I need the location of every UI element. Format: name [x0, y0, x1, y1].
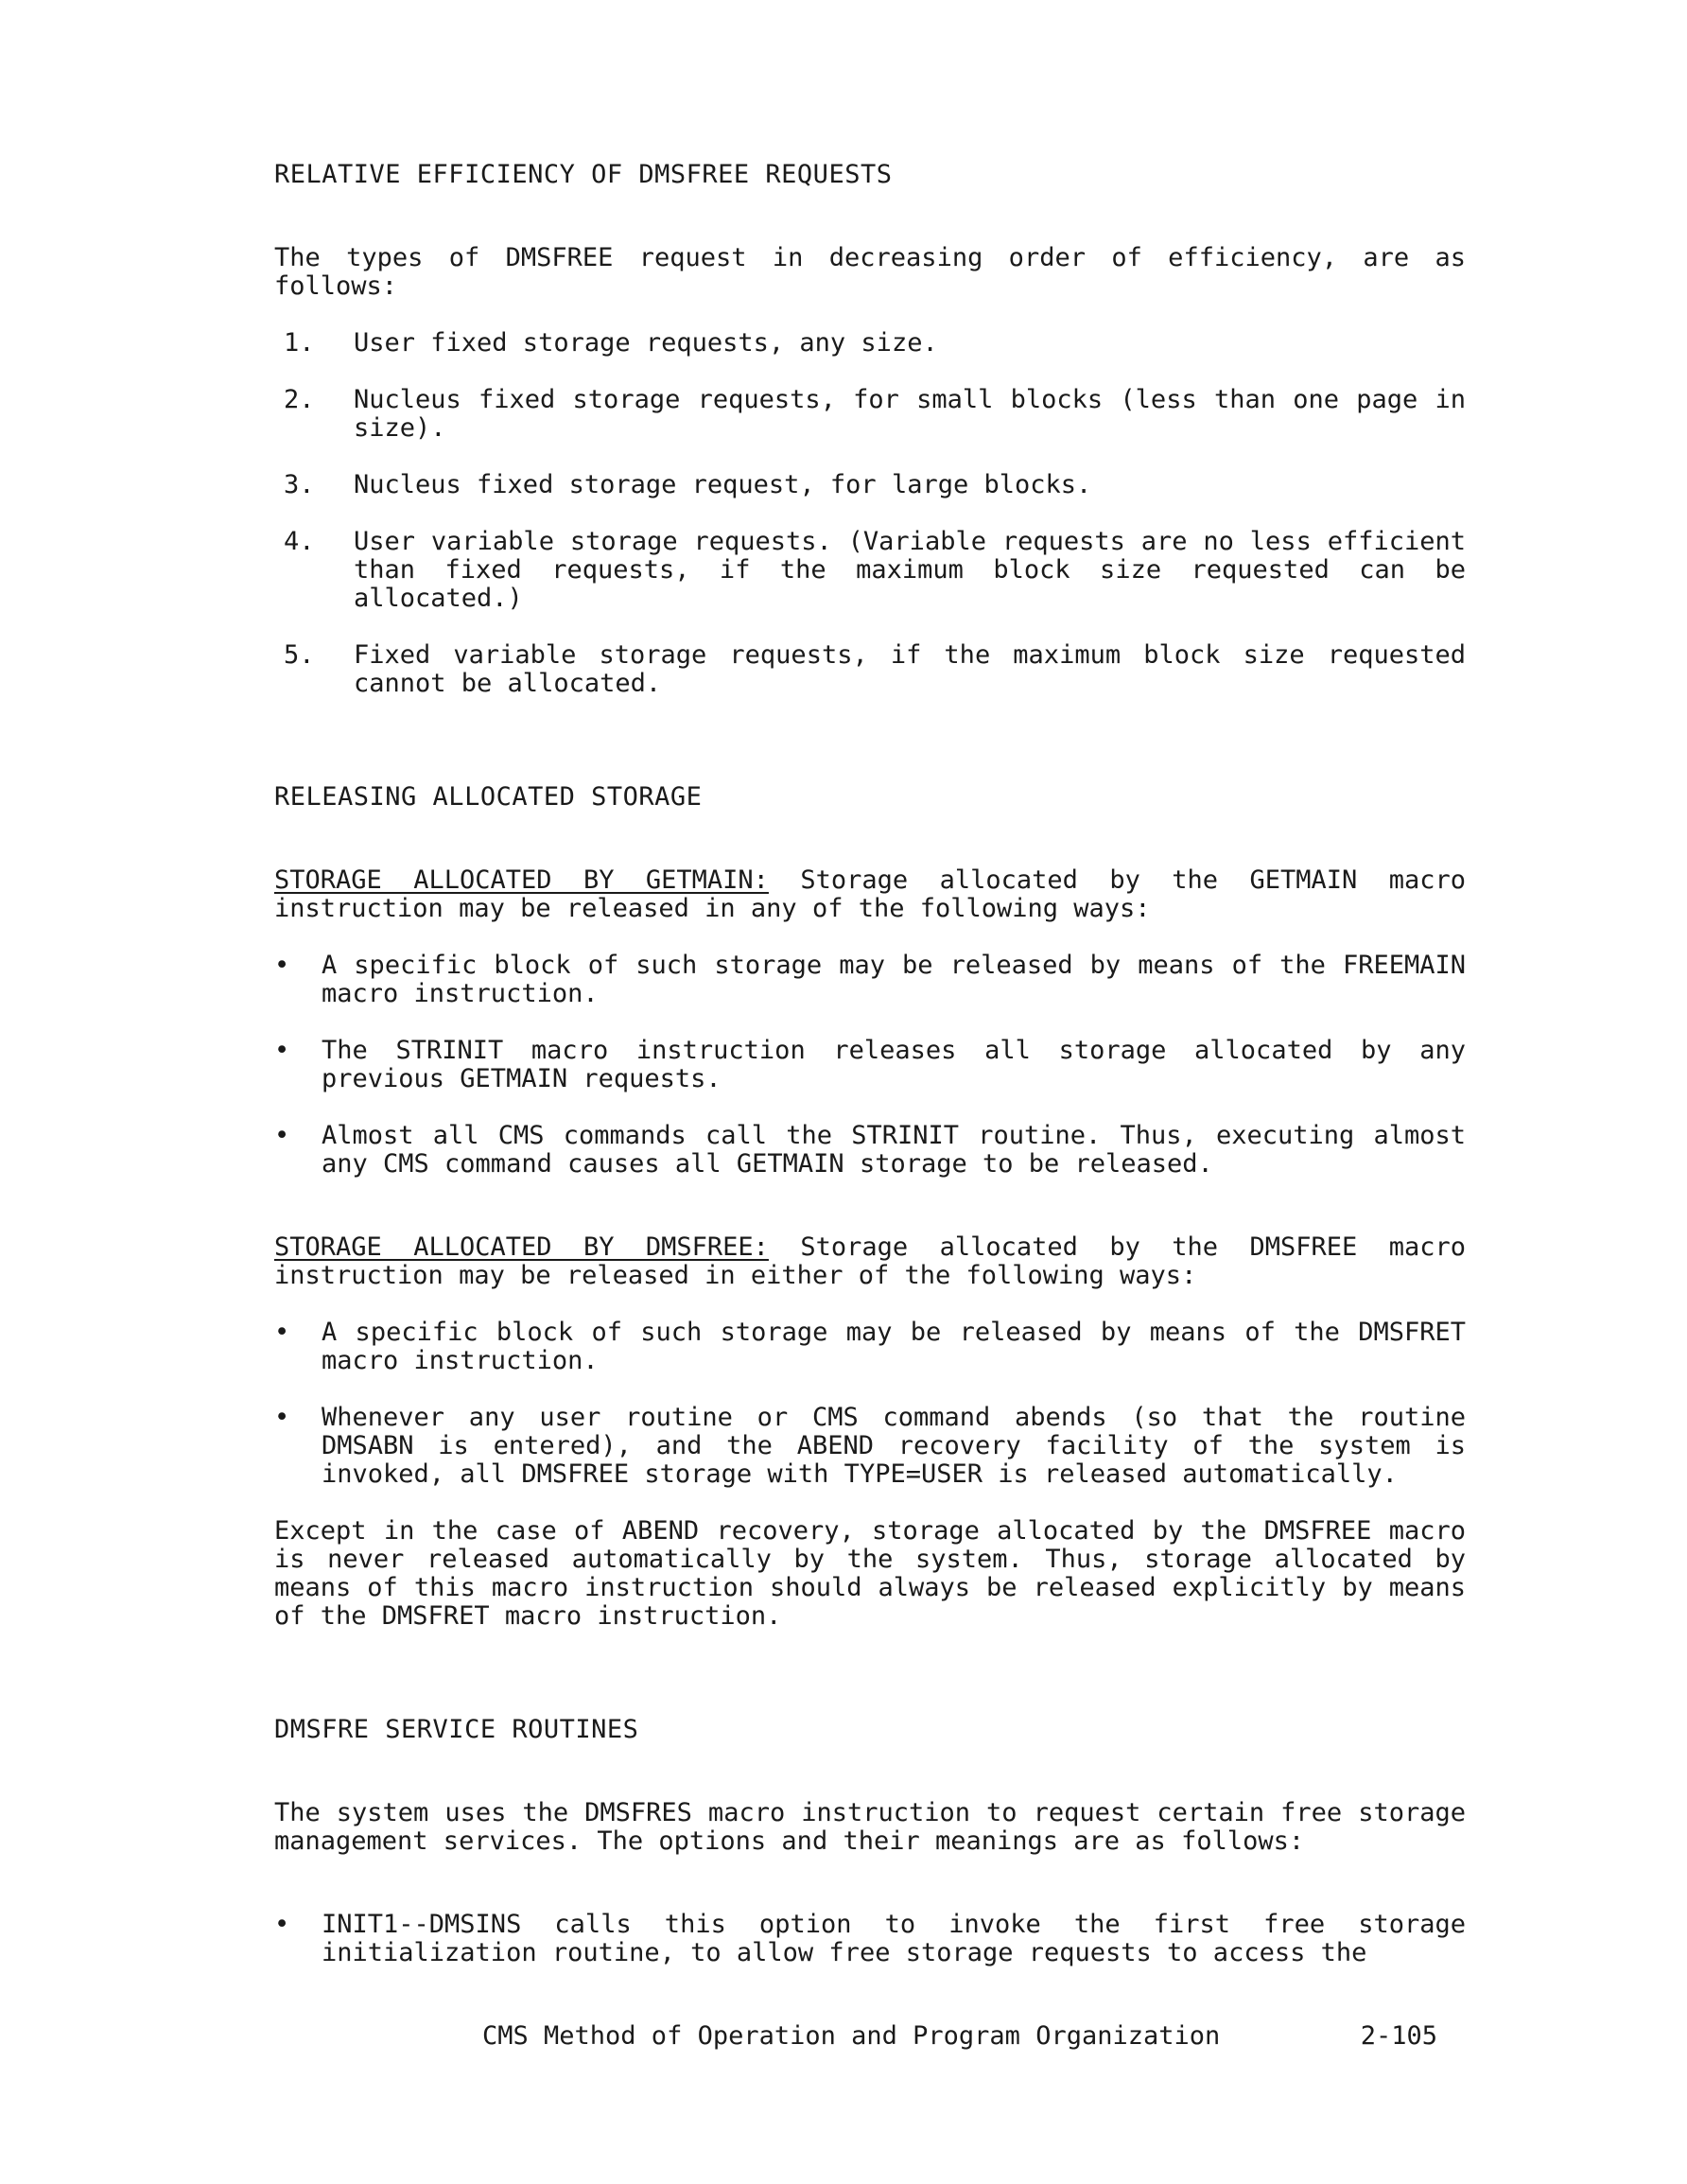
footer-title: CMS Method of Operation and Program Organization [482, 2021, 1221, 2051]
getmain-subheading: STORAGE ALLOCATED BY GETMAIN: [274, 865, 769, 895]
list-item [274, 1911, 1466, 1967]
dmsfree-closing-paragraph: Except in the case of ABEND recovery, storage allocated by the DMSFREE macro is never released automatically by the system. Thus, storage allocated by means of this macro instruction should always be released explicitly by means of the DMSFRET macro instruction. [274, 1516, 1466, 1631]
dmsfree-bullet-list [274, 1319, 1466, 1489]
list-item [274, 1122, 1466, 1179]
page-number: 2-105 [1360, 2021, 1437, 2051]
list-item-text: A specific block of such storage may be released by means of the FREEMAIN macro instruction. [322, 951, 1466, 1008]
bullet-icon: • [274, 1403, 290, 1432]
bullet-icon: • [274, 1318, 290, 1347]
section-heading-relative-efficiency: RELATIVE EFFICIENCY OF DMSFREE REQUESTS [274, 160, 893, 189]
getmain-intro: Storage allocated by the GETMAIN macro instruction may be released in any of the following ways: [274, 865, 1466, 923]
list-item [274, 471, 1466, 499]
list-item [274, 641, 1466, 698]
getmain-paragraph [274, 866, 1466, 923]
list-item-text: Almost all CMS commands call the STRINIT routine. Thus, executing almost any CMS command causes all GETMAIN storage to be released. [322, 1121, 1466, 1179]
bullet-icon: • [274, 951, 290, 980]
list-number: 1. [284, 328, 315, 358]
list-item-text: INIT1--DMSINS calls this option to invoke the first free storage initialization routine, to allow free storage requests to access the [322, 1910, 1466, 1967]
list-number: 4. [284, 527, 315, 556]
list-item-text: A specific block of such storage may be released by means of the DMSFRET macro instruction. [322, 1318, 1466, 1375]
list-item [274, 1037, 1466, 1093]
getmain-bullet-list [274, 952, 1466, 1179]
efficiency-list [274, 329, 1466, 698]
relative-efficiency-intro: The types of DMSFREE request in decreasing order of efficiency, are as follows: [274, 243, 1466, 301]
list-number: 3. [284, 470, 315, 499]
dmsfree-paragraph [274, 1233, 1466, 1290]
list-number: 5. [284, 640, 315, 670]
page-footer [482, 2022, 1437, 2051]
list-item [274, 329, 1466, 358]
dmsfree-intro: Storage allocated by the DMSFREE macro instruction may be released in either of the following ways: [274, 1232, 1466, 1290]
list-number: 2. [284, 385, 315, 414]
list-item [274, 386, 1466, 443]
list-item-text: Nucleus fixed storage requests, for small blocks (less than one page in size). [354, 385, 1466, 443]
list-item-text: Fixed variable storage requests, if the maximum block size requested cannot be allocated. [354, 640, 1466, 698]
bullet-icon: • [274, 1121, 290, 1150]
section-heading-service-routines: DMSFRE SERVICE ROUTINES [274, 1715, 639, 1744]
list-item-text: The STRINIT macro instruction releases all storage allocated by any previous GETMAIN requests. [322, 1036, 1466, 1093]
service-routines-intro: The system uses the DMSFRES macro instruction to request certain free storage management services. The options and their meanings are as follows: [274, 1798, 1466, 1856]
list-item-text: Nucleus fixed storage request, for large blocks. [354, 470, 1092, 499]
bullet-icon: • [274, 1036, 290, 1065]
list-item-text: Whenever any user routine or CMS command abends (so that the routine DMSABN is entered), and the ABEND recovery facility of the system is invoked, all DMSFREE storage with TYPE=USER is released automatically. [322, 1403, 1466, 1489]
section-heading-releasing: RELEASING ALLOCATED STORAGE [274, 782, 703, 812]
list-item [274, 952, 1466, 1008]
page-content [274, 161, 1466, 1967]
list-item-text: User variable storage requests. (Variable requests are no less efficient than fixed requests, if the maximum block size requested can be allocated.) [354, 527, 1466, 613]
list-item [274, 1404, 1466, 1489]
list-item [274, 1319, 1466, 1375]
dmsfree-subheading: STORAGE ALLOCATED BY DMSFREE: [274, 1232, 769, 1262]
list-item-text: User fixed storage requests, any size. [354, 328, 938, 358]
list-item [274, 528, 1466, 613]
bullet-icon: • [274, 1910, 290, 1939]
service-routines-bullet-list [274, 1911, 1466, 1967]
